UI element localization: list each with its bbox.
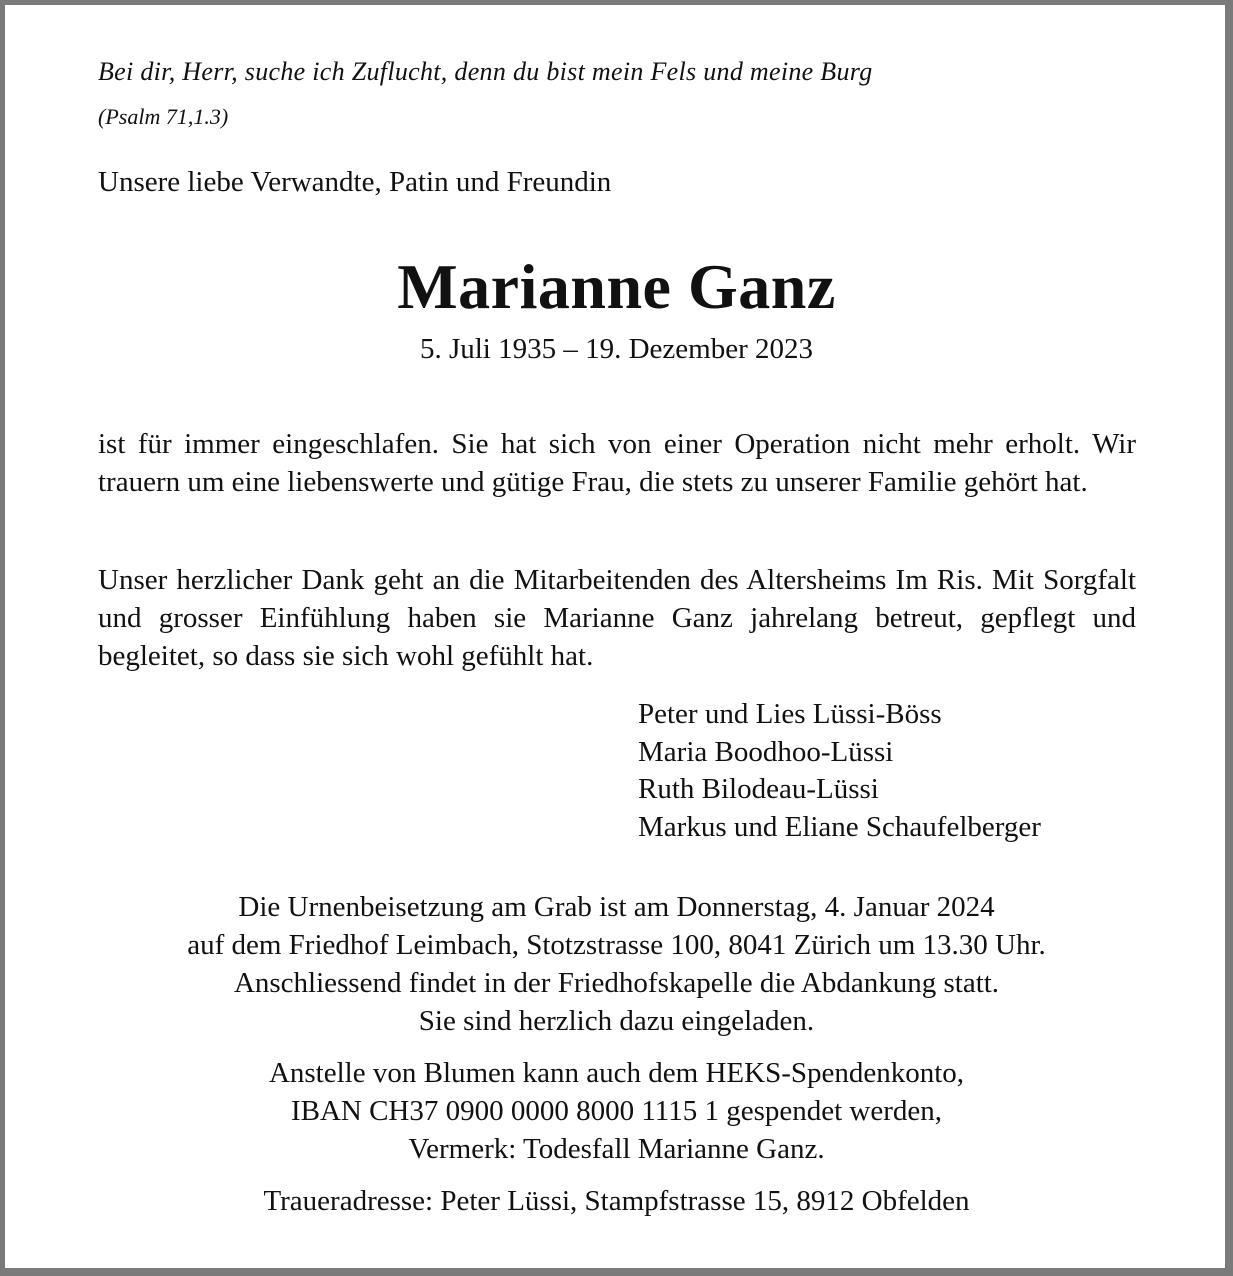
mourner-name: Ruth Bilodeau-Lüssi: [638, 773, 879, 805]
donation-line: Vermerk: Todesfall Marianne Ganz.: [408, 1133, 825, 1165]
ceremony-line: Anschliessend findet in der Friedhofskapelle die Abdankung statt.: [233, 967, 1000, 999]
ceremony-line: auf dem Friedhof Leimbach, Stotzstrasse 100, 8041 Zürich um 13.30 Uhr.: [187, 929, 1046, 961]
mourners-list: [638, 696, 1041, 846]
mourner-name: Maria Boodhoo-Lüssi: [638, 735, 894, 768]
mourner-name: Peter und Lies Lüssi-Böss: [638, 698, 942, 730]
donation-info: [0, 1054, 1233, 1168]
intro-line: Unsere liebe Verwandte, Patin und Freundin: [98, 166, 612, 198]
bible-motto: Bei dir, Herr, suche ich Zuflucht, denn du bist mein Fels und meine Burg: [98, 57, 873, 86]
thanks-paragraph: Unser herzlicher Dank geht an die Mitarbeitenden des Altersheims Im Ris. Mit Sorgfalt und grosser Einfühlung haben sie Marianne Ganz jahrelang betreut, gepflegt und begleitet, so dass sie sich wohl gefühlt hat.: [98, 564, 1136, 672]
ceremony-line: Sie sind herzlich dazu eingeladen.: [418, 1005, 815, 1037]
deceased-name: Marianne Ganz: [397, 251, 836, 322]
announcement-paragraph: ist für immer eingeschlafen. Sie hat sich von einer Operation nicht mehr erholt. Wir trauern um eine liebenswerte und gütige Frau, die stets zu unserer Familie gehört hat.: [98, 428, 1136, 498]
mourning-address-line: Traueradresse: Peter Lüssi, Stampfstrasse 15, 8912 Obfelden: [263, 1185, 970, 1217]
mourning-address: [0, 1182, 1233, 1220]
donation-line: Anstelle von Blumen kann auch dem HEKS-Spendenkonto,: [268, 1057, 965, 1089]
donation-line: IBAN CH37 0900 0000 8000 1115 1 gespendet werden,: [290, 1095, 943, 1127]
ceremony-line: Die Urnenbeisetzung am Grab ist am Donnerstag, 4. Januar 2024: [238, 891, 995, 923]
psalm-reference: (Psalm 71,1.3): [98, 104, 229, 129]
ceremony-info: [0, 888, 1233, 1040]
life-dates: 5. Juli 1935 – 19. Dezember 2023: [419, 333, 814, 365]
mourner-name: Markus und Eliane Schaufelberger: [638, 810, 1041, 843]
